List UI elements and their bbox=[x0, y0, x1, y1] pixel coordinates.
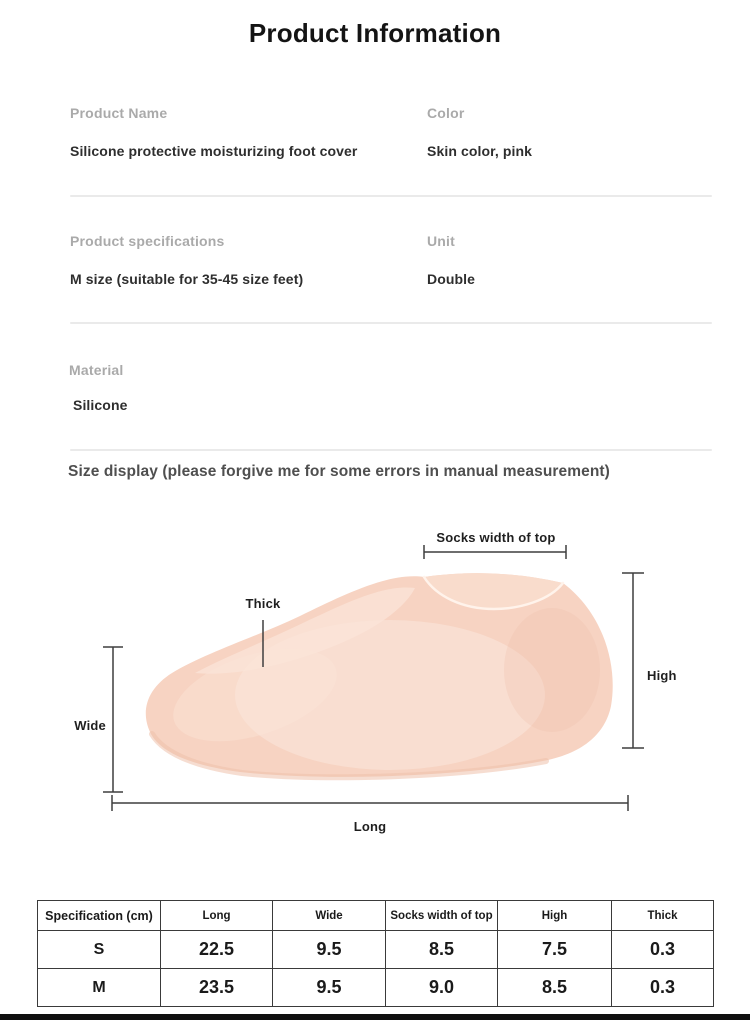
header-high: High bbox=[498, 901, 612, 931]
table-header-row bbox=[38, 901, 714, 931]
row-s-spec: S bbox=[38, 931, 161, 969]
row-m-long: 23.5 bbox=[161, 969, 273, 1007]
section-divider-2 bbox=[70, 322, 712, 324]
size-specification-table bbox=[37, 900, 714, 1007]
table-row-m bbox=[38, 969, 714, 1007]
product-name-value: Silicone protective moisturizing foot cover bbox=[70, 143, 358, 159]
row-s-thick: 0.3 bbox=[612, 931, 714, 969]
row-m-thick: 0.3 bbox=[612, 969, 714, 1007]
high-measure-line bbox=[622, 573, 644, 748]
unit-value: Double bbox=[427, 271, 476, 287]
bottom-image-edge-bar bbox=[0, 1014, 750, 1020]
foot-shadow-heel bbox=[504, 608, 600, 732]
header-socks-width: Socks width of top bbox=[386, 901, 498, 931]
row-s-socks: 8.5 bbox=[386, 931, 498, 969]
table-row-s bbox=[38, 931, 714, 969]
section-divider-1 bbox=[70, 195, 712, 197]
color-label: Color bbox=[427, 105, 465, 121]
header-wide: Wide bbox=[273, 901, 386, 931]
page-title: Product Information bbox=[248, 18, 502, 48]
row-s-wide: 9.5 bbox=[273, 931, 386, 969]
unit-label: Unit bbox=[427, 233, 456, 249]
header-thick: Thick bbox=[612, 901, 714, 931]
material-label: Material bbox=[69, 362, 124, 378]
wide-measure-line bbox=[103, 647, 123, 792]
product-specifications-label: Product specifications bbox=[70, 233, 225, 249]
color-value: Skin color, pink bbox=[427, 143, 533, 159]
header-long: Long bbox=[161, 901, 273, 931]
socks-width-measure-line bbox=[424, 545, 566, 559]
product-specifications-value: M size (suitable for 35-45 size feet) bbox=[70, 271, 304, 287]
header-specification: Specification (cm) bbox=[38, 901, 161, 931]
row-s-high: 7.5 bbox=[498, 931, 612, 969]
row-m-wide: 9.5 bbox=[273, 969, 386, 1007]
row-m-high: 8.5 bbox=[498, 969, 612, 1007]
high-label: High bbox=[647, 668, 677, 683]
row-s-long: 22.5 bbox=[161, 931, 273, 969]
section-divider-3 bbox=[70, 449, 712, 451]
size-display-heading: Size display (please forgive me for some errors in manual measurement) bbox=[68, 463, 610, 480]
row-m-socks: 9.0 bbox=[386, 969, 498, 1007]
thick-label: Thick bbox=[245, 596, 281, 611]
product-name-label: Product Name bbox=[70, 105, 168, 121]
material-value: Silicone bbox=[73, 397, 128, 413]
long-measure-line bbox=[112, 795, 628, 811]
row-m-spec: M bbox=[38, 969, 161, 1007]
wide-label: Wide bbox=[74, 718, 106, 733]
long-label: Long bbox=[353, 819, 387, 834]
foot-cover-size-diagram bbox=[0, 510, 750, 850]
socks-width-label: Socks width of top bbox=[436, 530, 556, 545]
